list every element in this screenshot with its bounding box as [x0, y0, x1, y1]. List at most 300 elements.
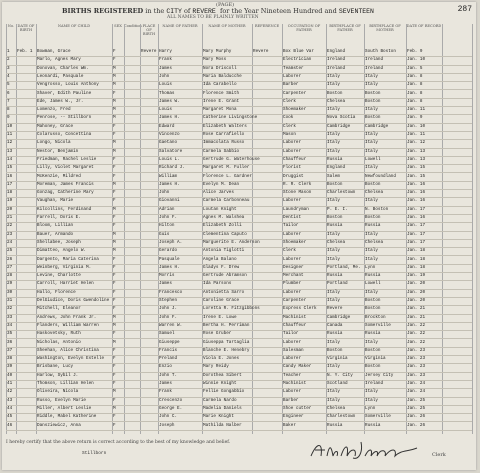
cell-n: 12: [7, 140, 13, 146]
cell-rec: Jan. 13: [407, 156, 426, 162]
cell-name: Lilly, Violet Margaret: [37, 165, 94, 171]
cell-ref: Revere: [253, 49, 269, 54]
cell-bm: Russia: [365, 331, 381, 337]
cell-occ: Merchant: [283, 273, 304, 279]
cell-bf: Cambridge: [327, 123, 351, 129]
cell-sex: M: [113, 115, 116, 121]
cell-mother: Mary Moss: [203, 57, 227, 63]
cell-mother: Fellie Gongabbio: [203, 389, 245, 395]
cell-sex: F: [113, 190, 116, 196]
cell-mother: Angela Balano: [203, 256, 237, 262]
cell-n: 9: [7, 115, 10, 121]
cell-mother: Carmela Sabbio: [203, 148, 240, 154]
cell-rec: Jan. 15: [407, 173, 426, 179]
cell-rec: Jan. 25: [407, 405, 426, 411]
cell-bf: Russia: [327, 156, 343, 162]
cell-name: Longo, Nicola: [37, 140, 71, 146]
cell-n: 30: [7, 289, 13, 295]
cell-sex: F: [113, 215, 116, 220]
cell-occ: Laborer: [283, 289, 302, 295]
cell-bm: Italy: [365, 248, 378, 254]
cell-occ: Box Blue Var: [283, 49, 314, 54]
table-row: [6, 422, 472, 431]
page-number: 287: [457, 5, 472, 14]
cell-father: James H.: [159, 264, 180, 270]
cell-mother: Ida Carabello: [203, 82, 237, 88]
cell-rec: Jan. 18: [407, 256, 426, 262]
cell-mother: Ida Parsons: [203, 281, 232, 287]
cell-name: Bowman, Grace: [37, 49, 71, 54]
cell-father: Richard J.: [159, 165, 185, 171]
cell-name: DelGiudice, Doris Gwendoline: [37, 298, 110, 303]
cell-n: 36: [7, 339, 13, 345]
cell-sex: M: [113, 181, 116, 187]
cell-n: 8: [7, 107, 10, 113]
cell-sex: F: [113, 347, 116, 353]
header-city: CITY: [166, 8, 182, 15]
cell-n: 3: [7, 65, 10, 71]
cell-bm: Italy: [365, 140, 378, 146]
cell-mother: Immacolata Russo: [203, 140, 245, 146]
header-in: in the: [145, 7, 165, 15]
cell-bm: Italy: [365, 289, 378, 295]
cell-mother: Florence L. Gardner: [203, 173, 252, 179]
cell-occ: Chauffeur: [283, 322, 307, 328]
cell-occ: Carpenter: [283, 298, 307, 303]
cell-name: Gonzag, Catherine Mary: [37, 190, 94, 196]
cell-father: Guis: [159, 231, 170, 237]
cell-name: Nicholas, Antonio: [37, 339, 81, 345]
cell-sex: M: [113, 314, 116, 320]
cell-name: Riddle, Mabel Katherine: [37, 414, 97, 420]
cell-bf: Italy: [327, 248, 340, 254]
cell-occ: Tailor: [283, 331, 299, 337]
cell-father: John C.: [159, 414, 178, 420]
cell-name: Dargento, Maria Caterina: [37, 256, 99, 262]
column-header: NAME OF CHILD: [57, 24, 91, 28]
cell-n: 31: [7, 298, 13, 303]
cell-mother: Antonietta Sarro: [203, 289, 245, 295]
cell-bm: Boston: [365, 90, 381, 96]
cell-name: Shaver, Edith Pauline: [37, 90, 92, 96]
cell-bf: Portland: [327, 281, 348, 287]
cell-rec: Jan. 11: [407, 107, 426, 113]
cell-bm: Italy: [365, 148, 378, 154]
cell-sex: F: [113, 57, 116, 63]
cell-rec: Jan. 10: [407, 123, 426, 129]
cell-rec: Jan. 8: [407, 90, 423, 96]
cell-sex: F: [113, 381, 116, 386]
cell-occ: Shoemaker: [283, 107, 307, 113]
cell-occ: Cook: [283, 115, 294, 121]
cell-father: John: [159, 190, 170, 196]
cell-occ: Mason: [283, 132, 296, 137]
cell-father: Giovanni: [159, 198, 180, 204]
cell-bm: Boston: [365, 364, 381, 370]
cell-father: James H.: [159, 115, 180, 121]
cell-father: Giuseppe: [159, 339, 180, 345]
cell-father: Edward: [159, 123, 175, 129]
cell-mother: Irene E. Lowe: [203, 314, 237, 320]
cell-n: 19: [7, 198, 13, 204]
cell-name: Brisbane, Lucy: [37, 364, 74, 370]
cell-bm: Chelsea: [365, 190, 384, 196]
cell-n: 11: [7, 132, 13, 137]
cell-mother: Gertrude Abramson: [203, 273, 247, 279]
cell-bf: Italy: [327, 364, 340, 370]
cell-rec: Jan. 25: [407, 397, 426, 403]
certification-text: I hereby certify that the above return is correct according to the best of my knowledge and belief.: [6, 440, 231, 445]
cell-father: Joseph A.: [159, 239, 183, 245]
cell-father: Morris: [159, 273, 175, 279]
cell-sex: F: [113, 364, 116, 370]
cell-father: James H.: [159, 181, 180, 187]
cell-name: Washington, Evelyn Estelle: [37, 356, 105, 362]
cell-bf: Revere: [327, 306, 343, 312]
cell-mother: Margaret Mona: [203, 107, 237, 113]
cell-bm: Ireland: [365, 65, 384, 71]
cell-name: Harlow, Sybil J.: [37, 372, 79, 378]
cell-bf: England: [327, 49, 346, 54]
clerk-signature: [307, 438, 427, 462]
cell-rec: Jan. 13: [407, 148, 426, 154]
cell-father: Vincenzo: [159, 132, 180, 137]
cell-mother: Margaret M. Fuller: [203, 165, 250, 171]
cell-name: Miller, Albert Leslie: [37, 405, 92, 411]
cell-n: 15: [7, 165, 13, 171]
cell-sex: F: [113, 273, 116, 279]
cell-sex: M: [113, 322, 116, 328]
cell-father: Salvatore: [159, 148, 183, 154]
cell-mother: Gladys F. Drew: [203, 264, 240, 270]
cell-name: Bauer, Armando: [37, 231, 74, 237]
cell-name: Bloom, Lillian: [37, 223, 74, 229]
cell-sex: F: [113, 289, 116, 295]
cell-bm: Somerville: [365, 414, 391, 420]
cell-bf: England: [327, 165, 346, 171]
cell-occ: Shoe cutter: [283, 405, 312, 411]
cell-occ: Machinist: [283, 314, 307, 320]
column-header: REFERENCE: [254, 24, 280, 28]
cell-n: 27: [7, 264, 13, 270]
clerk-role: Clerk: [432, 452, 446, 458]
cell-n: 5: [7, 82, 10, 88]
cell-n: 35: [7, 331, 13, 337]
column-header: OCCUPATION OF FATHER: [287, 24, 321, 33]
cell-bf: Italy: [327, 198, 340, 204]
cell-occ: Laborer: [283, 140, 302, 146]
cell-mother: Florence Smith: [203, 90, 240, 96]
cell-sex: M: [113, 248, 116, 254]
cell-bf: Russia: [327, 422, 343, 428]
cell-father: Frank: [159, 57, 172, 63]
cell-mother: Mary Murphy: [203, 49, 232, 54]
cell-n: 38: [7, 356, 13, 362]
cell-rec: Jan. 17: [407, 223, 426, 229]
stillborn-note: Stillborn: [82, 451, 107, 456]
cell-occ: Florist: [283, 165, 302, 171]
cell-sex: F: [113, 372, 116, 378]
cell-bm: Italy: [365, 73, 378, 79]
cell-name: Haskovetsky, Ruth: [37, 331, 81, 337]
cell-rec: Jan. 26: [407, 422, 426, 428]
cell-occ: Stone Mason: [283, 190, 312, 196]
cell-bf: Italy: [327, 389, 340, 395]
cell-name: Dansziewicz, Anna: [37, 422, 81, 428]
cell-n: 16: [7, 173, 13, 179]
cell-father: Louis: [159, 82, 172, 88]
cell-sex: F: [113, 422, 116, 428]
cell-father: John F.: [159, 314, 178, 320]
cell-mother: Evelyn M. Dean: [203, 181, 240, 187]
cell-n: 46: [7, 422, 13, 428]
cell-rec: Jan. 20: [407, 298, 426, 303]
cell-bf: Portland, Me.: [327, 264, 361, 270]
cell-name: Thomson, Lillian Helen: [37, 381, 94, 386]
header-year-text: for the Year Nineteen Hundred and: [219, 7, 337, 15]
cell-rec: Jan. 26: [407, 414, 426, 420]
cell-n: 32: [7, 306, 13, 312]
page-tag: (PAGE): [216, 2, 235, 8]
cell-mother: Carmela Carbonneau: [203, 198, 250, 204]
cell-bm: Boston: [365, 115, 381, 121]
cell-bf: Italy: [327, 289, 340, 295]
cell-father: James: [159, 65, 172, 71]
column-header: PLACE OF BIRTH: [142, 24, 156, 37]
cell-rec: Jan. 11: [407, 132, 426, 137]
cell-name: Farrell, Doris E.: [37, 215, 81, 220]
cell-mother: Mary Reidy: [203, 364, 229, 370]
cell-father: John: [159, 73, 170, 79]
cell-bf: Nova Scotia: [327, 115, 356, 121]
cell-father: Thomas: [159, 90, 175, 96]
cell-name: Carroll, Harriet Helen: [37, 281, 94, 287]
cell-sex: M: [113, 82, 116, 88]
cell-bm: Lynn: [365, 264, 376, 270]
cell-father: Pasquale: [159, 256, 180, 262]
cell-father: George E.: [159, 405, 183, 411]
cell-father: Francis: [159, 347, 178, 353]
cell-bm: Lowell: [365, 281, 381, 287]
cell-father: John T.: [159, 372, 178, 378]
cell-sex: F: [113, 223, 116, 229]
cell-sex: F: [113, 281, 116, 287]
cell-bf: Italy: [327, 148, 340, 154]
cell-sex: M: [113, 239, 116, 245]
cell-rec: Jan. 20: [407, 281, 426, 287]
cell-name: Flanders, William Warren: [37, 322, 99, 328]
cell-occ: Tailor: [283, 223, 299, 229]
cell-rec: Jan. 17: [407, 231, 426, 237]
cell-bm: Lowell: [365, 156, 381, 162]
cell-rec: Jan. 23: [407, 356, 426, 362]
cell-rec: Jan. 21: [407, 306, 426, 312]
column-header: DATE OF BIRTH: [17, 24, 35, 33]
cell-father: Joseph: [159, 422, 175, 428]
cell-bf: Russia: [327, 223, 343, 229]
cell-n: 34: [7, 322, 13, 328]
cell-rec: Jan. 5: [407, 65, 423, 71]
cell-father: Hilton: [159, 223, 175, 229]
cell-sex: M: [113, 98, 116, 104]
cell-mother: Caroline Grace: [203, 298, 240, 303]
cell-rec: Jan. 8: [407, 98, 423, 104]
cell-father: James: [159, 281, 172, 287]
cell-mother: Blanche E. Henebry: [203, 347, 250, 353]
cell-occ: Clerk: [283, 248, 296, 254]
cell-n: 44: [7, 405, 13, 411]
cell-sex: F: [113, 165, 116, 171]
cell-name: Vengrosso, Louis Anthony: [37, 82, 99, 88]
cell-bf: Italy: [327, 73, 340, 79]
cell-mother: Nora Driscoll: [203, 65, 237, 71]
cell-rec: Jan. 9: [407, 115, 423, 121]
cell-bm: Boston: [365, 306, 381, 312]
cell-bm: Italy: [365, 165, 378, 171]
cell-mother: Giuseppa Tartaglia: [203, 339, 250, 345]
cell-bm: Italy: [365, 397, 378, 403]
cell-occ: Dentist: [283, 215, 302, 220]
cell-mother: Elizabeth Zolli: [203, 223, 242, 229]
cell-father: Harry: [159, 49, 172, 54]
cell-rec: Jan. 19: [407, 273, 426, 279]
cell-occ: Laborer: [283, 356, 302, 362]
cell-mother: Loretta R. Fitzgibbons: [203, 306, 260, 312]
cell-rec: Jan. 21: [407, 314, 426, 320]
cell-bm: Russia: [365, 422, 381, 428]
cell-occ: Electrician: [283, 57, 312, 63]
cell-name: Colarusso, Concettina: [37, 132, 92, 137]
cell-father: Francesco: [159, 289, 183, 295]
cell-sex: F: [113, 132, 116, 137]
cell-bf: Charlestown: [327, 414, 356, 420]
cell-n: 4: [7, 73, 10, 79]
column-header: No.: [7, 24, 15, 28]
cell-bm: Russia: [365, 223, 381, 229]
cell-father: Warren W.: [159, 322, 183, 328]
cell-father: John J.: [159, 306, 178, 312]
cell-sex: F: [113, 264, 116, 270]
subheader: ALL NAMES TO BE PLAINLY WRITTEN: [167, 15, 259, 20]
cell-n: 33: [7, 314, 13, 320]
cell-bf: Salem: [327, 173, 340, 179]
cell-occ: R. R. Clerk: [283, 181, 312, 187]
cell-n: 45: [7, 414, 13, 420]
column-header: BIRTHPLACE OF MOTHER: [369, 24, 401, 33]
cell-bm: Russia: [365, 273, 381, 279]
cell-occ: Laborer: [283, 198, 302, 204]
cell-occ: Barber: [283, 82, 299, 88]
column-header: NAME OF FATHER: [162, 24, 198, 28]
cell-bm: Newfoundland: [365, 173, 396, 179]
cell-bf: N. Y. City: [327, 372, 353, 378]
cell-bm: Italy: [365, 389, 378, 395]
cell-mother: Antonia Tiglotti: [203, 248, 245, 254]
column-header: SEX: [114, 24, 122, 28]
cell-bf: Italy: [327, 231, 340, 237]
cell-sex: F: [113, 306, 116, 312]
cell-occ: Barber: [283, 397, 299, 403]
header-title: BIRTHS REGISTERED: [62, 7, 144, 15]
cell-rec: Jan. 23: [407, 372, 426, 378]
cell-sex: F: [113, 298, 116, 303]
cell-father: James W.: [159, 98, 180, 104]
header-of: of: [184, 7, 191, 15]
cell-mother: Viola E. Jones: [203, 356, 240, 362]
cell-bf: Boston: [327, 215, 343, 220]
cell-rec: Jan. 16: [407, 181, 426, 187]
cell-rec: Jan. 24: [407, 389, 426, 395]
cell-mother: Clementina Caputo: [203, 231, 247, 237]
cell-name: Lomenzo, Fred: [37, 107, 71, 113]
cell-rec: Jan. 8: [407, 82, 423, 88]
cell-occ: Designer: [283, 264, 304, 270]
cell-rec: Jan. 24: [407, 381, 426, 386]
cell-occ: Teacher: [283, 372, 302, 378]
column-header: Condition: [124, 24, 142, 28]
cell-sex: F: [113, 356, 116, 362]
cell-n: 25: [7, 248, 13, 254]
cell-bf: Cambridge: [327, 314, 351, 320]
cell-rec: Jan. 23: [407, 364, 426, 370]
cell-mother: Catherine Livingstone: [203, 115, 258, 121]
cell-occ: Chauffeur: [283, 156, 307, 162]
cell-bf: Italy: [327, 256, 340, 262]
cell-n: 21: [7, 215, 13, 220]
cell-occ: Druggist: [283, 173, 304, 179]
cell-father: Gerardo: [159, 248, 178, 254]
cell-mother: Loutan Knight: [203, 206, 237, 212]
cell-bm: Ireland: [365, 57, 384, 63]
cell-mother: Rose Gruber: [203, 331, 232, 337]
cell-name: Nestor, Benjamin: [37, 148, 79, 154]
cell-bm: Virginia: [365, 356, 386, 362]
cell-occ: Machinist: [283, 381, 307, 386]
cell-bf: Italy: [327, 82, 340, 88]
cell-sex: M: [113, 339, 116, 345]
cell-occ: Engineer: [283, 414, 304, 420]
cell-bf: Russia: [327, 273, 343, 279]
cell-bm: Ireland: [365, 381, 384, 386]
cell-bf: Chelsea: [327, 239, 346, 245]
cell-father: Adrian: [159, 206, 175, 212]
cell-sex: F: [113, 414, 116, 420]
cell-sex: F: [113, 90, 116, 96]
cell-name: McKenzie, Mildred: [37, 173, 81, 179]
cell-bf: Italy: [327, 140, 340, 146]
cell-sex: M: [113, 107, 116, 113]
cell-d: Feb. 1: [17, 49, 33, 54]
cell-occ: Shoemaker: [283, 239, 307, 245]
cell-n: 28: [7, 273, 13, 279]
cell-bf: Charlestown: [327, 190, 356, 196]
cell-n: 13: [7, 148, 13, 154]
cell-bm: Boston: [365, 298, 381, 303]
cell-occ: Salesman: [283, 347, 304, 353]
cell-rec: Jan. 22: [407, 322, 426, 328]
cell-mother: Bertha H. Perriman: [203, 322, 250, 328]
cell-sex: M: [113, 389, 116, 395]
cell-sex: M: [113, 140, 116, 146]
cell-n: 39: [7, 364, 13, 370]
cell-n: 37: [7, 347, 13, 353]
cell-rec: Jan. 15: [407, 165, 426, 171]
cell-n: 24: [7, 239, 13, 245]
cell-name: Vaughan, Marie: [37, 198, 74, 204]
cell-father: Louis: [159, 107, 172, 113]
cell-mother: Carmela Nardo: [203, 397, 237, 403]
cell-bf: Ireland: [327, 65, 346, 71]
